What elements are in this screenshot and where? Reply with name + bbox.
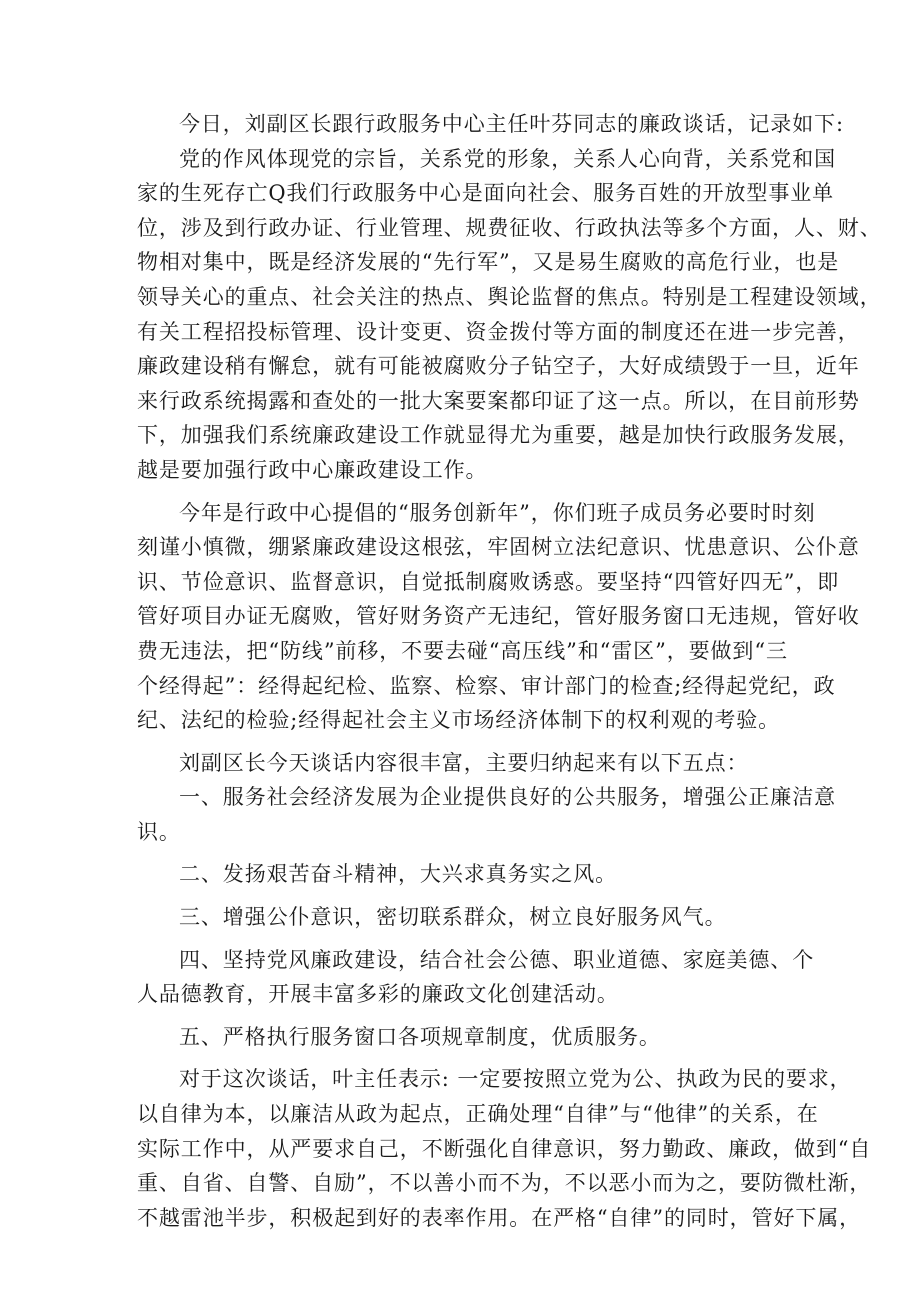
- text-line: 识。: [137, 819, 181, 844]
- text-line: 实际工作中，从严要求自己，不断强化自律意识，努力勤政、廉政，做到“自: [137, 1136, 872, 1161]
- text-line: 识、节俭意识、监督意识，自觉抵制腐败诱惑。要坚持“四管好四无”，即: [137, 569, 840, 594]
- text-line: 二、发扬艰苦奋斗精神，大兴求真务实之风。: [179, 862, 617, 887]
- text-line: 今年是行政中心提倡的“服务创新年”，你们班子成员务必要时时刻: [179, 500, 816, 525]
- text-line: 家的生死存亡Q我们行政服务中心是面向社会、服务百姓的开放型事业单: [137, 181, 835, 206]
- text-line: 廉政建设稍有懈怠，就有可能被腐败分子钻空子，大好成绩毁于一旦，近年: [137, 354, 860, 379]
- text-line: 费无违法，把“防线”前移，不要去碰“高压线”和“雷区”，要做到“三: [137, 638, 788, 663]
- text-line: 纪、法纪的检验;经得起社会主义市场经济体制下的权利观的考验。: [137, 708, 781, 733]
- intro-paragraph: [137, 107, 844, 142]
- document-body: [137, 107, 882, 1235]
- point-four: [137, 943, 815, 1012]
- text-line: 个经得起”：经得起纪检、监察、检察、审计部门的检查;经得起党纪，政: [137, 673, 836, 698]
- text-line: 以自律为本，以廉洁从政为起点，正确处理“自律”与“他律”的关系，在: [137, 1102, 819, 1127]
- text-line: 五、严格执行服务窗口各项规章制度，优质服务。: [179, 1024, 661, 1049]
- text-line: 人品德教育，开展丰富多彩的廉政文化创建活动。: [137, 982, 619, 1007]
- text-line: 刻谨小慎微，绷紧廉政建设这根弦，牢固树立法纪意识、忧患意识、公仆意: [137, 535, 860, 560]
- text-line: 领导关心的重点、社会关注的热点、舆论监督的焦点。特别是工程建设领域，: [137, 284, 882, 309]
- text-line: 物相对集中，既是经济发展的“先行军”，又是易生腐败的高危行业，也是: [137, 250, 840, 275]
- text-line: 一、服务社会经济发展为企业提供良好的公共服务，增强公正廉洁意: [179, 785, 836, 810]
- point-one: [137, 780, 836, 849]
- paragraph-director-response: [137, 1062, 872, 1235]
- text-line: 来行政系统揭露和查处的一批大案要案都印证了这一点。所以，在目前形势: [137, 388, 860, 413]
- point-two: [137, 857, 797, 892]
- text-line: 刘副区长今天谈话内容很丰富，主要归纳起来有以下五点：: [179, 750, 749, 775]
- text-line: 有关工程招投标管理、设计变更、资金拨付等方面的制度还在进一步完善，: [137, 319, 860, 344]
- text-line: 今日，刘副区长跟行政服务中心主任叶芬同志的廉政谈话，记录如下:: [179, 112, 844, 136]
- text-line: 不越雷池半步，积极起到好的表率作用。在严格“自律”的同时，管好下属，: [137, 1205, 862, 1230]
- paragraph-summary-intro: [137, 746, 797, 781]
- text-line: 位，涉及到行政办证、行业管理、规费征收、行政执法等多个方面，人、财、: [137, 215, 882, 240]
- point-three: [137, 900, 797, 935]
- paragraph-party-style: [137, 142, 882, 488]
- text-line: 三、增强公仆意识，密切联系群众，树立良好服务风气。: [179, 905, 727, 930]
- text-line: 下，加强我们系统廉政建设工作就显得尤为重要，越是加快行政服务发展，: [137, 423, 860, 448]
- point-five: [137, 1020, 797, 1055]
- text-line: 四、坚持党风廉政建设，结合社会公德、职业道德、家庭美德、个: [179, 947, 815, 972]
- text-line: 对于这次谈话，叶主任表示: 一定要按照立党为公、执政为民的要求，: [179, 1067, 852, 1092]
- text-line: 党的作风体现党的宗旨，关系党的形象，关系人心向背，关系党和国: [179, 146, 836, 171]
- text-line: 管好项目办证无腐败，管好财务资产无违纪，管好服务窗口无违规，管好收: [137, 604, 860, 629]
- text-line: 越是要加强行政中心廉政建设工作。: [137, 457, 488, 482]
- paragraph-service-innovation: [137, 496, 860, 738]
- text-line: 重、自省、自警、自励”，不以善小而不为，不以恶小而为之，要防微杜渐，: [137, 1171, 872, 1196]
